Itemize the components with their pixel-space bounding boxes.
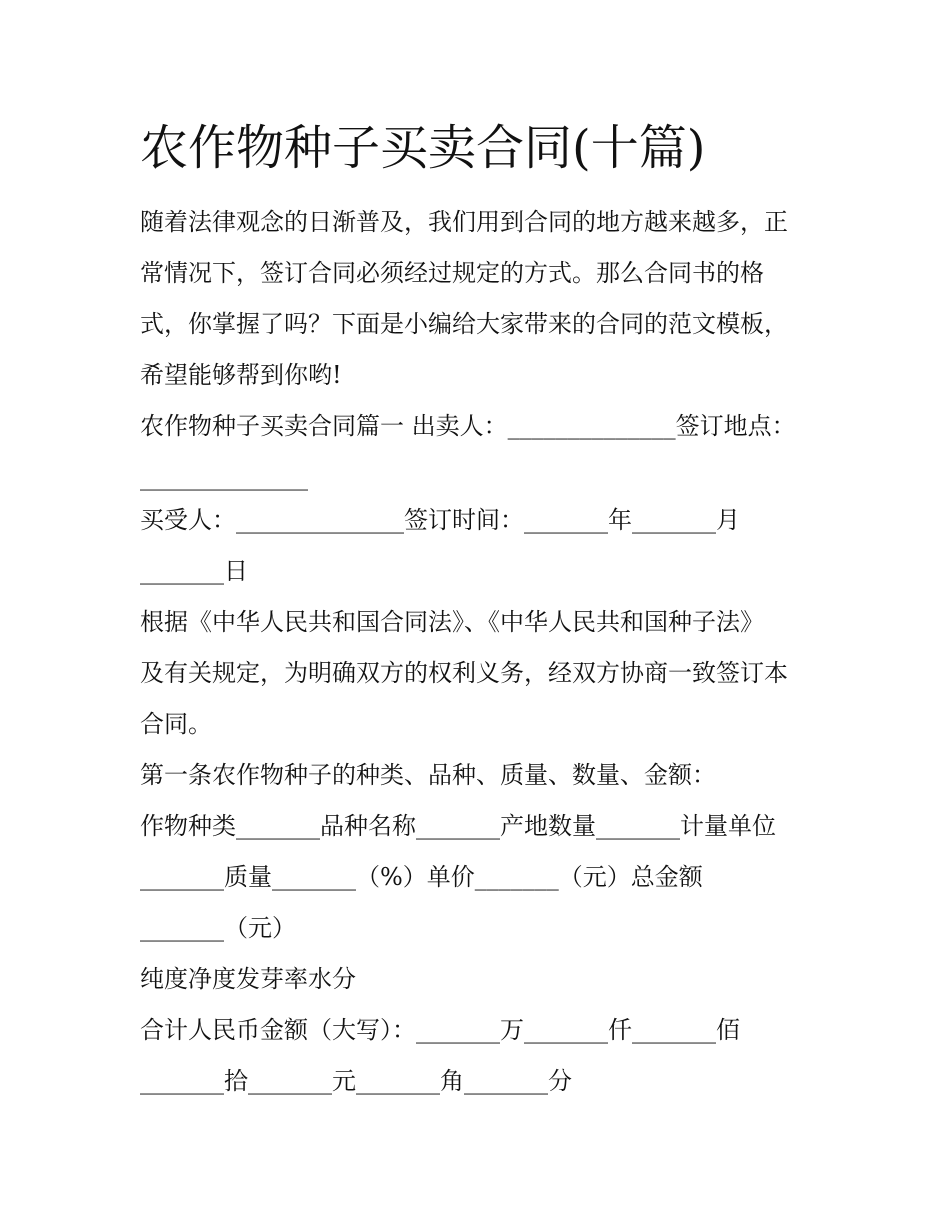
total-amount-line-2: _______拾_______元_______角_______分 xyxy=(140,1067,572,1095)
article-one-heading: 第一条农作物种子的种类、品种、质量、数量、金额： xyxy=(140,761,716,789)
total-amount-line-1: 合计人民币金额（大写）：_______万_______仟_______佰 xyxy=(140,1016,740,1044)
crop-fields-line-2: _______质量_______（%）单价_______（元）总金额 xyxy=(140,863,703,891)
intro-line-1: 随着法律观念的日渐普及，我们用到合同的地方越来越多，正 xyxy=(140,208,788,236)
quality-items-line: 纯度净度发芽率水分 xyxy=(140,965,356,993)
buyer-line: 买受人：______________签订时间：_______年_______月 xyxy=(140,506,740,534)
intro-line-2: 常情况下，签订合同必须经过规定的方式。那么合同书的格 xyxy=(140,259,764,287)
signing-day-line: _______日 xyxy=(140,557,248,585)
basis-line-2: 及有关规定，为明确双方的权利义务，经双方协商一致签订本 xyxy=(140,659,788,687)
basis-line-1: 根据《中华人民共和国合同法》、《中华人民共和国种子法》 xyxy=(140,608,764,636)
seller-line: 农作物种子买卖合同篇一 出卖人：______________签订地点： xyxy=(140,412,796,440)
intro-line-3: 式，你掌握了吗？下面是小编给大家带来的合同的范文模板， xyxy=(140,310,788,338)
signing-place-blank: ______________ xyxy=(140,463,308,491)
crop-fields-line-1: 作物种类_______品种名称_______产地数量_______计量单位 xyxy=(140,812,776,840)
crop-fields-line-3: _______（元） xyxy=(140,914,296,942)
intro-line-4: 希望能够帮到你哟! xyxy=(140,361,342,389)
document-title: 农作物种子买卖合同(十篇) xyxy=(140,120,706,176)
basis-line-3: 合同。 xyxy=(140,710,212,738)
